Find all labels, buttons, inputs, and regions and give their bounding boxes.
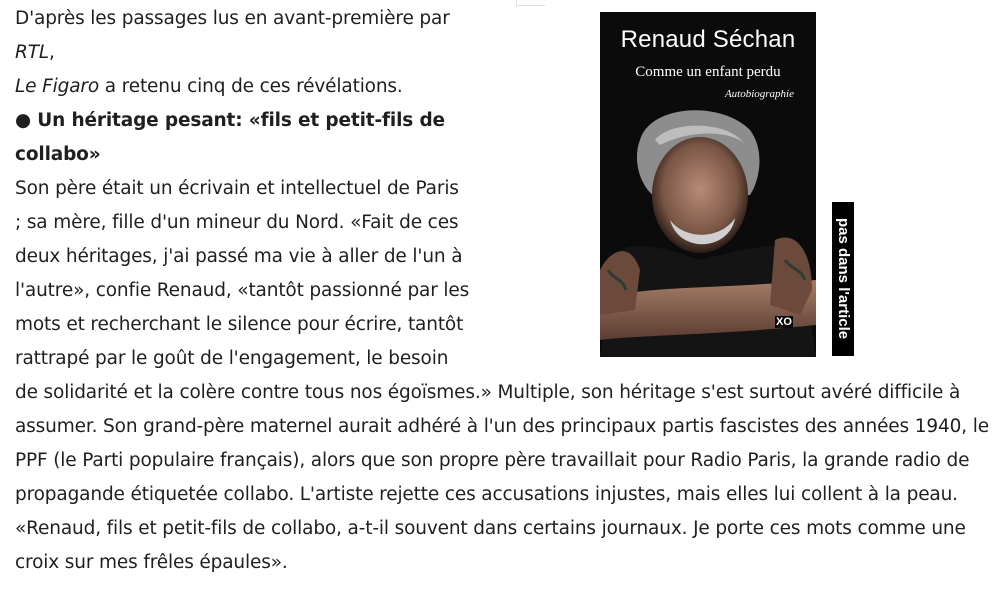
- intro-paragraph: D'après les passages lus en avant-première par RTL, Le Figaro a retenu cinq de ces révélations.: [15, 8, 450, 97]
- publisher-logo: XO: [776, 316, 792, 328]
- not-in-article-tag: pas dans l'article: [832, 202, 854, 356]
- cover-subtitle: Autobiographie: [724, 88, 794, 100]
- book-cover-image: [600, 12, 816, 357]
- section-body: Son père était un écrivain et intellectuel de Paris ; sa mère, fille d'un mineur du Nord. «Fait de ces deux héritages, j'ai passé ma vie à aller de l'un à l'autre», confie Renaud, «tantôt passionné par les mots et recherchant le silence pour écrire, tantôt rattrapé par le goût de l'engagement, le besoin de solidarité et la colère contre tous nos égoïsmes.» Multiple, son héritage s'est surtout avéré difficile à assumer. Son grand-père maternel aurait adhéré à l'un des principaux partis fascistes des années 1940, le PPF (le Parti populaire français), alors que son propre père travaillait pour Radio Paris, la grande radio de propagande étiquetée collabo. L'artiste rejette ces accusations injustes, mais elles lui collent à la peau. «Renaud, fils et petit-fils de collabo, a-t-il souvent dans certains journaux. Je porte ces mots comme une croix sur mes frêles épaules».: [15, 178, 989, 573]
- section-heading: ● Un héritage pesant: «fils et petit-fils de collabo»: [15, 110, 445, 165]
- figaro-source: Le Figaro: [15, 76, 100, 97]
- rtl-source: RTL: [15, 42, 50, 63]
- cover-author: Renaud Séchan: [620, 26, 796, 53]
- cover-title: Comme un enfant perdu: [635, 64, 781, 80]
